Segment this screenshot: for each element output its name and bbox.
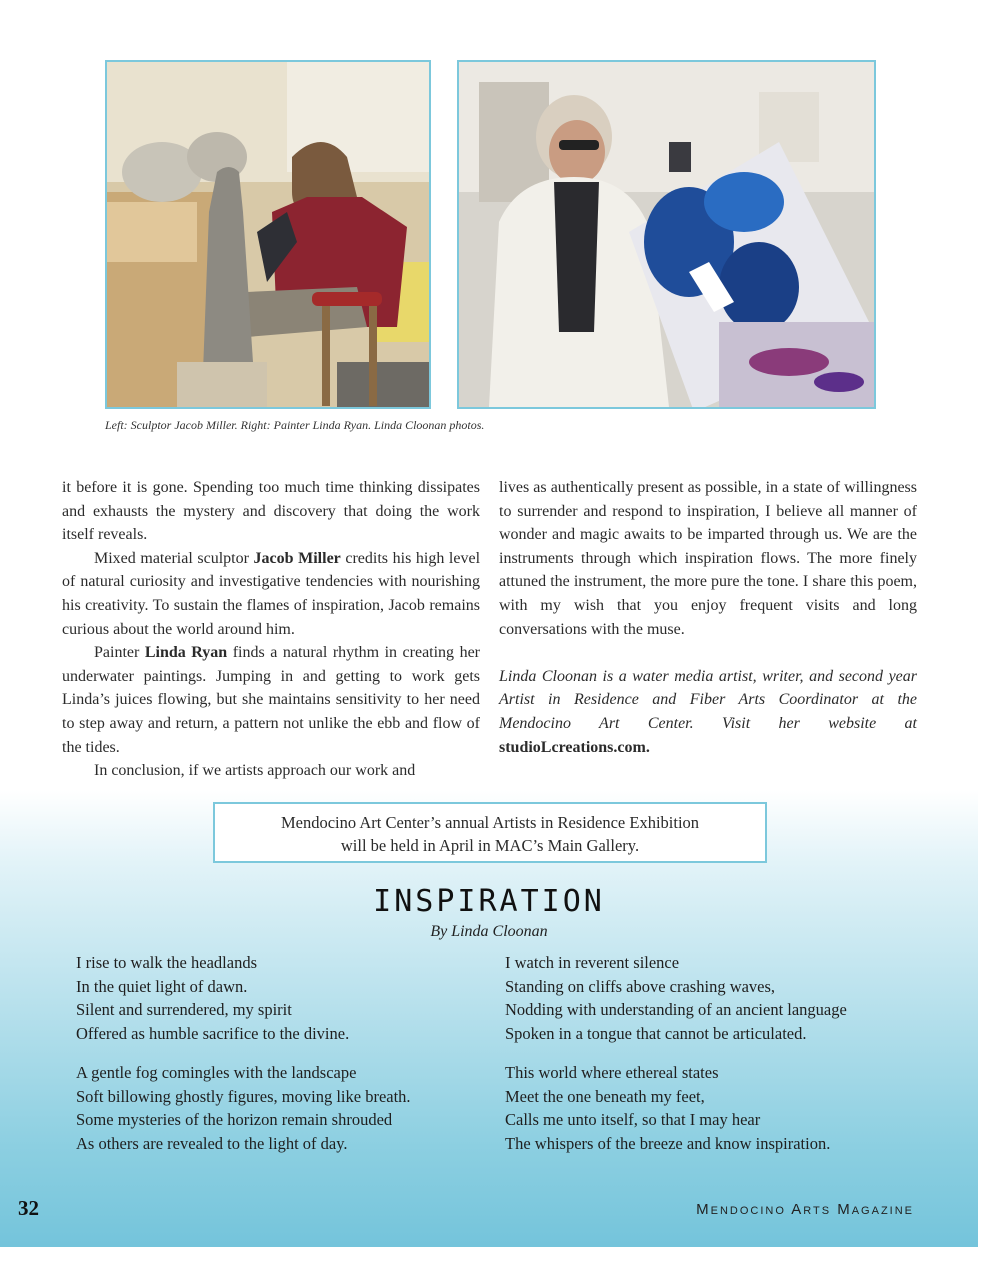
poem-line: This world where ethereal states — [505, 1063, 719, 1082]
sculptor-photo — [105, 60, 431, 409]
author-bio — [499, 665, 917, 759]
poem-line: Nodding with understanding of an ancient language — [505, 1000, 847, 1020]
poem-line: Calls me unto itself, so that I may hear — [505, 1110, 761, 1130]
article-left-column — [62, 476, 480, 783]
poem-stanza — [505, 1061, 830, 1155]
text-run: Mixed material sculptor — [94, 549, 254, 567]
photo-caption: Left: Sculptor Jacob Miller. Right: Painter Linda Ryan. Linda Cloonan photos. — [105, 418, 485, 432]
text-run: finds a natural rhythm in creating her underwater paintings. Jumping in and getting to work gets Linda’s juices flowing, but she maintains sensitivity to her need to step away and return, a pattern not unlike the ebb and flow of the tides. — [62, 644, 481, 756]
article-paragraph — [62, 641, 480, 759]
poem-line: Some mysteries of the horizon remain shrouded — [76, 1110, 393, 1130]
website-link[interactable]: studioLcreations.com. — [499, 738, 650, 756]
magazine-name: Mendocino Arts Magazine — [696, 1201, 914, 1218]
poem-line: As others are revealed to the light of day. — [76, 1133, 348, 1153]
poem-byline: By Linda Cloonan — [430, 923, 548, 940]
notice-line: Mendocino Art Center’s annual Artists in Residence Exhibition — [280, 813, 700, 832]
poem-line: I watch in reverent silence — [505, 953, 680, 972]
poem-stanza — [505, 951, 847, 1045]
poem-line: Spoken in a tongue that cannot be articulated. — [505, 1023, 807, 1043]
poem-line: Soft billowing ghostly figures, moving like breath. — [76, 1086, 411, 1106]
poem-line: I rise to walk the headlands — [76, 953, 257, 972]
poem-line: Offered as humble sacrifice to the divine. — [76, 1023, 350, 1043]
poem-title: INSPIRATION — [373, 884, 605, 919]
text-run: Painter — [94, 644, 145, 662]
article-right-column — [499, 476, 917, 759]
article-paragraph — [62, 547, 480, 641]
artist-name: Jacob Miller — [253, 549, 341, 567]
article-paragraph: In conclusion, if we artists approach our work and — [94, 762, 416, 780]
text-run: credits his high level of natural curiosity and investigative tendencies with nourishing his creativity. To sustain the flames of inspiration, Jacob remains curious about the world around him. — [62, 549, 481, 638]
page-number: 32 — [18, 1196, 39, 1220]
artist-name: Linda Ryan — [144, 644, 228, 662]
poem-line: Silent and surrendered, my spirit — [76, 1000, 292, 1020]
article-paragraph: lives as authentically present as possible, in a state of willingness to surrender and respond to inspiration, I believe all manner of wonder and magic awaits to be imparted through us. We are the instruments through which inspiration flows. The more finely attuned the instrument, the more pure the tone. I share this poem, with my wish that you enjoy frequent visits and long conversations with the muse. — [499, 479, 917, 638]
notice-line: will be held in April in MAC’s Main Gallery. — [340, 836, 640, 855]
poem-line: The whispers of the breeze and know inspiration. — [505, 1133, 831, 1153]
poem-stanza — [76, 951, 349, 1045]
poem-stanza — [76, 1061, 411, 1155]
article-paragraph: it before it is gone. Spending too much time thinking dissipates and exhausts the mystery and discovery that doing the work itself reveals. — [62, 479, 480, 544]
poem-line: Meet the one beneath my feet, — [505, 1086, 705, 1106]
painter-photo — [457, 60, 876, 409]
poem-line: A gentle fog comingles with the landscape — [76, 1063, 357, 1082]
poem-line: Standing on cliffs above crashing waves, — [505, 976, 776, 996]
bio-text: Linda Cloonan is a water media artist, writer, and second year Artist in Residence and Fiber Arts Coordinator at the Mendocino Art Center. Visit her website at — [499, 667, 917, 732]
exhibition-notice — [213, 802, 767, 863]
poem-line: In the quiet light of dawn. — [76, 976, 248, 996]
